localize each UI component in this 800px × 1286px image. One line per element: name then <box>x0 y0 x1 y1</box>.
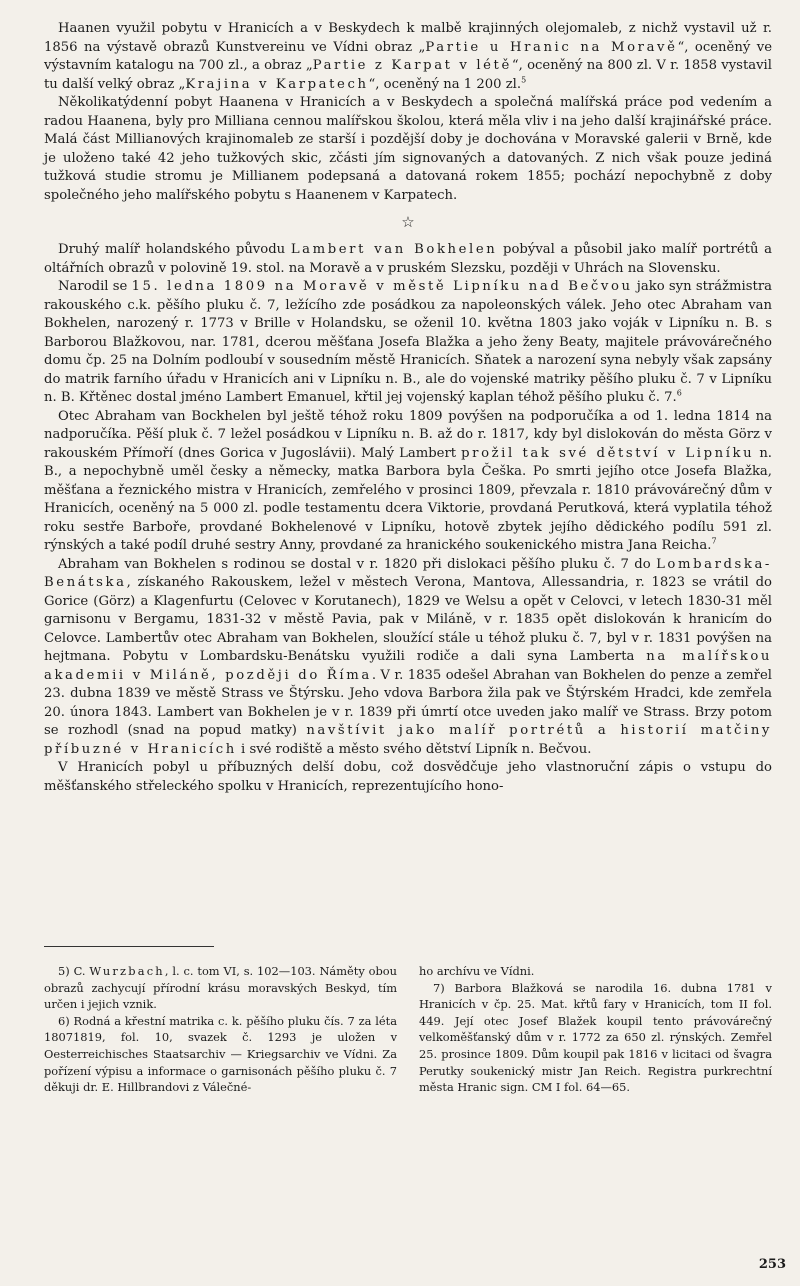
spaced-emphasis: prožil tak své dětství v Lipníku <box>461 445 755 461</box>
spaced-emphasis: 15. ledna 1809 na Moravě v městě Lipníku nad Bečvou <box>131 279 633 294</box>
paragraph <box>44 241 772 278</box>
paragraph <box>44 20 772 94</box>
text-run: 7) Barbora Blažková se narodila 16. dubna 1781 v Hranicích v čp. 25. Mat. křtů fary v Hranicích, tom II fol. 449. Její otec Josef Blažek koupil tento právovárečný velkoměšťanský dům v r. 1772 za 650 zl. rýnských. Zemřel 25. prosince 1809. Dům koupil pak 1816 v licitaci od švagra Perutky soukenický mistr Jan Reich. Registra purkrechtní města Hranic sign. CM I fol. 64—65. <box>419 980 772 1095</box>
footnote <box>44 1013 397 1096</box>
footnote-rule <box>44 946 214 947</box>
paragraph <box>44 759 772 796</box>
spaced-emphasis: Lombardska-Benátska <box>44 556 772 590</box>
text-run: Několikatýdenní pobyt Haanena v Hranicích a v Beskydech a společná malířská práce pod vedením a radou Haanena, byly pro Milliana cennou malířskou školou, která měla vliv i na jeho další krajinářské práce. Malá část Millianových krajinomaleb ze starší i pozdější doby je dochována v Moravské galerii v Brně, kde je uloženo také 42 jeho tužkových skic, zčásti jím signovaných a datovaných. Z nich však pouze jediná tužková studie stromu je Millianem podepsaná a datovaná rokem 1855; pochází nepochybně z doby společného jeho malířského pobytu s Haanenem v Karpatech. <box>44 95 772 203</box>
text-run: pobýval a působil jako malíř portrétů a oltářních obrazů v polovině 19. stol. na Moravě a v pruském Slezsku, později v Uhrách na Slovensku. <box>44 242 772 276</box>
paragraph <box>44 94 772 205</box>
text-run: Narodil se <box>58 279 132 294</box>
footnote-reference: 6 <box>676 388 682 398</box>
section-divider-star: ☆ <box>401 213 415 231</box>
text-run: Haanen využil pobytu v Hranicích a v Beskydech k malbě krajinných olejomaleb, z nichž vystavil už r. 1856 na výstavě obrazů Kunstvereinu ve Vídni obraz „ <box>44 21 772 55</box>
paragraph <box>44 278 772 408</box>
text-run: Otec Abraham van Bockhelen byl ještě téhož roku 1809 povýšen na podporučíka a od 1. ledna 1814 na nadporučíka. Pěší pluk č. 7 ležel posádkou v Lipníku n. B. až do r. 1817, kdy byl dislokován do města Görz v rakouském Přímoří (dnes Gorica v Jugoslávii). Malý Lambert <box>44 408 772 461</box>
paragraph <box>44 556 772 760</box>
footnote <box>419 963 772 980</box>
text-run: V Hranicích pobyl u příbuzných delší dobu, což dosvědčuje jeho vlastnoruční zápis o vstupu do měšťanského střeleckého spolku v Hranicích, reprezentujícího hono- <box>44 760 772 794</box>
text-run: “, oceněný na 800 zl. V r. 1858 vystavil tu další velký obraz „ <box>44 58 772 92</box>
footnotes <box>44 963 772 1096</box>
text-run: “, oceněný ve výstavním katalogu na 700 zl., a obraz „ <box>44 39 772 73</box>
text-run: , l. c. tom VI, s. 102—103. Náměty obou obrazů zachycují přírodní krásu moravských Beskyd, tím určen i jejich vznik. <box>44 964 397 1012</box>
spaced-emphasis: navštívit jako malíř portrétů a historií matčiny příbuzné v Hranicích <box>44 723 772 757</box>
footnote-reference: 5 <box>521 75 527 85</box>
main-text <box>44 20 772 796</box>
text-run: . V r. 1835 odešel Abrahan van Bokhelen do penze a zemřel 23. dubna 1839 ve městě Strass ve Štýrsku. Jeho vdova Barbora žila pak ve Štýrském Hradci, kde zemřela 20. února 1843. Lambert van Bokhelen je v r. 1839 při úmrtí otce uveden jako malíř ve Strass. Brzy potom se rozhodl (snad na popud matky) <box>44 667 773 738</box>
spaced-emphasis: na malířskou akademii v Miláně, později do Říma <box>44 649 772 683</box>
text-run: 6) Rodná a křestní matrika c. k. pěšího pluku čís. 7 za léta 18071819, fol. 10, svazek č. 1293 je uložen v Oesterreichisches Staatsarchiv — Kriegsarchiv ve Vídni. Za pořízení výpisu a informace o garnisonách pěšího pluku č. 7 děkuji dr. E. Hillbrandovi z Válečné- <box>44 1013 397 1095</box>
page-body <box>44 20 772 796</box>
text-run: 5) C. <box>58 964 90 978</box>
text-run: Druhý malíř holandského původu <box>58 242 291 257</box>
text-run: , získaného Rakouskem, ležel v městech Verona, Mantova, Allessandria, r. 1823 se vrátil do Gorice (Görz) a Klagenfurtu (Celovec v Korutanech), 1829 ve Welsu a opět v Celovci, v letech 1830-31 měl garnisonu v Bergamu, 1831-32 v městě Pavia, pak v Miláně, v r. 1835 opět dislokován k hranicím do Celovce. Lambertův otec Abraham van Bokhelen, sloužící stále u téhož pluku č. 7, byl v r. 1831 povýšen na hejtmana. Pobytu v Lombardsku-Benátsku využili rodiče a dali syna Lamberta <box>44 575 772 664</box>
footnote-reference: 7 <box>711 536 717 546</box>
spaced-emphasis: Wurzbach <box>89 964 165 978</box>
spaced-emphasis: Partie z Karpat v létě <box>312 58 512 73</box>
text-run: Abraham van Bokhelen s rodinou se dostal v r. 1820 při dislokaci pěšího pluku č. 7 do <box>58 556 657 572</box>
spaced-emphasis: Lambert van Bokhelen <box>290 242 498 257</box>
paragraph <box>44 408 772 556</box>
text-run: jako syn strážmistra rakouského c.k. pěšího pluku č. 7, ležícího zde posádkou za napoleonských válek. Jeho otec Abraham van Bokhelen, narozený r. 1773 v Brille v Holandsku, se oženil 10. května 1803 jako voják v Lipníku n. B. s Barborou Blažkovou, nar. 1781, dcerou měšťana Josefa Blažka a jeho ženy Beaty, majitele právovárečného domu čp. 25 na Dolním podloubí v sousedním městě Hranicích. Sňatek a narození syna nebyly však zapsány do matrik farního úřadu v Hranicích ani v Lipníku n. B., ale do vojenské matriky pěšího pluku č. 7 v Lipníku n. B. Křtěnec dostal jméno Lambert Emanuel, křtil jej vojenský kaplan téhož pěšího pluku č. 7. <box>44 279 772 405</box>
footnotes-left-column <box>44 963 397 1096</box>
footnotes-right-column <box>419 963 772 1096</box>
footnote <box>419 980 772 1096</box>
text-run: i své rodiště a město svého dětství Lipník n. Bečvou. <box>236 741 592 757</box>
footnote <box>44 963 397 1013</box>
text-run: ho archívu ve Vídni. <box>419 964 535 978</box>
text-run: “, oceněný na 1 200 zl. <box>368 76 522 92</box>
page-number: 253 <box>758 1257 786 1272</box>
spaced-emphasis: Partie u Hranic na Moravě <box>425 39 678 55</box>
text-run: n. B., a nepochybně uměl česky a německy, matka Barbora byla Češka. Po smrti jejího otce Josefa Blažka, měšťana a řeznického mistra v Hranicích, zemřelého v prosinci 1809, převzala r. 1810 právovárečný dům v Hranicích, oceněný na 5 000 zl. podle testamentu dcera Viktorie, provdaná Perutková, která vyplatila téhož roku sestře Barboře, provdané Bokhelenové v Lipníku, hotově zbytek jejího dědického podílu 591 zl. rýnských a také podíl druhé sestry Anny, provdané za hranického soukenického mistra Jana Reicha. <box>44 445 773 553</box>
spaced-emphasis: Krajina v Karpatech <box>185 76 369 92</box>
